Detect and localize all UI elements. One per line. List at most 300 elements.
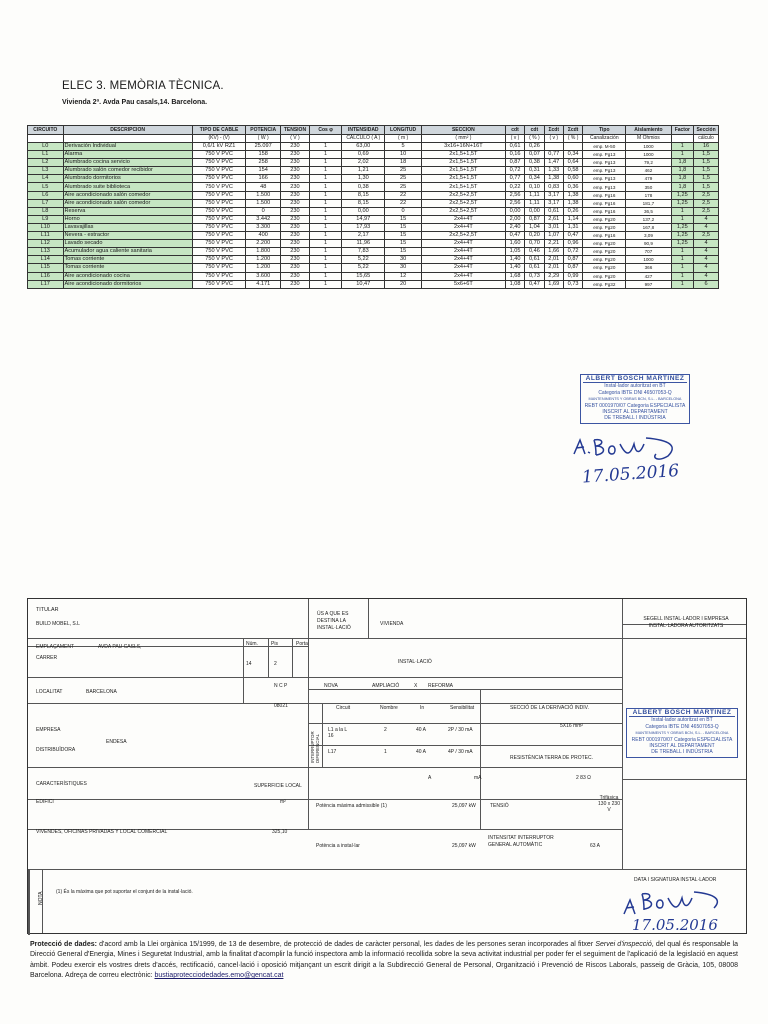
table-cell: 1: [309, 143, 341, 151]
table-cell: Derivación Individual: [63, 143, 192, 151]
table-cell: 0,00: [342, 207, 385, 215]
table-cell: 1,5: [694, 175, 719, 183]
table-cell: Alumbrado salón comedor recibidor: [63, 167, 192, 175]
sup-value: 325,10: [272, 829, 288, 835]
reforma-label: REFORMA: [428, 683, 453, 689]
diff-sens-value: 2P / 30 mA: [448, 727, 473, 733]
column-header: Tipo: [583, 126, 626, 135]
table-cell: 750 V PVC: [192, 280, 246, 288]
table-cell: 2x4+4T: [421, 240, 505, 248]
m2-label: m²: [280, 799, 286, 805]
emplacament-value: AVDA PAU CASLS,: [98, 644, 142, 650]
diff-label: INTERRUPTOR DIFERENCIAL: [310, 731, 320, 763]
table-cell: 1: [309, 240, 341, 248]
table-cell: 1.500: [246, 191, 280, 199]
column-header: LONGITUD: [385, 126, 422, 135]
column-subheader: ( mm² ): [421, 135, 505, 143]
table-cell: L12: [28, 240, 64, 248]
table-cell: emp. Pg20: [583, 272, 626, 280]
table-cell: L13: [28, 248, 64, 256]
column-subheader: Canalización: [583, 135, 626, 143]
table-cell: 0,61: [544, 207, 563, 215]
table-cell: 63,00: [342, 143, 385, 151]
table-cell: 2,01: [544, 256, 563, 264]
column-header: cdt: [525, 126, 544, 135]
table-cell: 1000: [626, 143, 671, 151]
table-cell: 0,34: [525, 175, 544, 183]
table-cell: 1: [309, 151, 341, 159]
table-cell: L17: [28, 280, 64, 288]
table-cell: 1,66: [544, 248, 563, 256]
column-subheader: (KV) - (V): [192, 135, 246, 143]
table-row: [28, 240, 719, 248]
edifici-label: EDIFICI: [36, 799, 54, 805]
table-cell: 1,69: [544, 280, 563, 288]
table-cell: 2x1,5+1,5T: [421, 183, 505, 191]
column-header: TENSION: [280, 126, 309, 135]
resist-value: 2 83 Ω: [576, 775, 591, 781]
table-cell: 350: [626, 183, 671, 191]
pot-inst-label: Potència a instal·lar: [316, 843, 360, 849]
column-subheader: [63, 135, 192, 143]
nota-text: (1) És la màxima que pot suportar el conjunt de la instal·lació.: [56, 889, 193, 895]
diff-in-value: 40 A: [416, 749, 427, 755]
table-cell: 750 V PVC: [192, 223, 246, 231]
stamp-line: REBT 0001970/07 Categoria ESPECIALISTA: [584, 402, 686, 409]
table-cell: L9: [28, 215, 64, 223]
nota-label: NOTA: [38, 891, 44, 905]
table-cell: L3: [28, 167, 64, 175]
table-cell: 2x1,5+1,5T: [421, 151, 505, 159]
table-cell: 12: [385, 272, 422, 280]
table-cell: 0,60: [563, 175, 582, 183]
table-cell: 2x1,5+1,5T: [421, 175, 505, 183]
table-cell: emp. Pg20: [583, 223, 626, 231]
table-cell: 462: [626, 167, 671, 175]
column-subheader: [671, 135, 694, 143]
table-cell: 0,07: [525, 151, 544, 159]
table-cell: emp. Pg20: [583, 256, 626, 264]
table-cell: 0,47: [525, 280, 544, 288]
table-row: [28, 248, 719, 256]
installer-stamp-top: [580, 374, 690, 424]
table-cell: 230: [280, 199, 309, 207]
table-cell: 1,25: [671, 191, 694, 199]
installation-form: [27, 598, 747, 934]
table-cell: 5: [385, 143, 422, 151]
table-cell: emp. Pg13: [583, 175, 626, 183]
table-cell: 79,2: [626, 159, 671, 167]
table-cell: 0,87: [505, 159, 524, 167]
num-label: Núm.: [246, 641, 258, 647]
table-cell: Horno: [63, 215, 192, 223]
document-title: ELEC 3. MEMÒRIA TÈCNICA.: [62, 80, 224, 92]
table-cell: emp. Pg32: [583, 280, 626, 288]
column-header: SECCION: [421, 126, 505, 135]
table-cell: 167,8: [626, 223, 671, 231]
table-cell: 3.442: [246, 215, 280, 223]
ampliacio-label: AMPLIACIÓ: [372, 683, 400, 689]
table-cell: 90,9: [626, 240, 671, 248]
table-cell: 0,38: [525, 159, 544, 167]
table-cell: 18: [385, 159, 422, 167]
table-cell: Acumulador agua caliente sanitaria: [63, 248, 192, 256]
ampliacio-mark: X: [414, 683, 418, 689]
diff-sens-value: 4P / 30 mA: [448, 749, 473, 755]
column-subheader: ( W ): [246, 135, 280, 143]
table-cell: 25: [385, 183, 422, 191]
table-cell: 0,00: [505, 207, 524, 215]
table-cell: 4: [694, 215, 719, 223]
table-cell: 997: [626, 280, 671, 288]
table-cell: 2x4+4T: [421, 223, 505, 231]
table-cell: 2,5: [694, 232, 719, 240]
table-cell: 2x4+4T: [421, 215, 505, 223]
table-cell: 1,5: [694, 159, 719, 167]
table-cell: 2x2,5+2,5T: [421, 207, 505, 215]
num-value: 14: [246, 661, 252, 667]
table-row: [28, 183, 719, 191]
table-row: [28, 280, 719, 288]
table-cell: 2x4+4T: [421, 264, 505, 272]
table-cell: 1: [671, 215, 694, 223]
distrib-value: ENDESA: [106, 739, 127, 745]
table-cell: 2x1,5+1,5T: [421, 159, 505, 167]
table-cell: 400: [246, 232, 280, 240]
table-cell: 1.200: [246, 264, 280, 272]
table-cell: L0: [28, 143, 64, 151]
table-cell: emp. Pg13: [583, 167, 626, 175]
pot-inst-value: 25,097 kW: [452, 843, 476, 849]
table-cell: Alarma: [63, 151, 192, 159]
segell-label: SEGELL INSTAL·LADOR I EMPRESA INSTAL·LADORA AUTORITZATS: [643, 616, 729, 629]
table-cell: L1: [28, 151, 64, 159]
table-cell: 1: [671, 248, 694, 256]
table-cell: 15,65: [342, 272, 385, 280]
table-header-row: [28, 126, 719, 135]
table-cell: 14,97: [342, 215, 385, 223]
table-cell: 6: [694, 280, 719, 288]
stamp-line: Instal·lador autoritzat en BT: [651, 717, 713, 724]
table-cell: 4: [694, 256, 719, 264]
table-cell: 4: [694, 240, 719, 248]
stamp-line: DE TREBALL I INDÚSTRIA: [604, 415, 666, 422]
table-cell: emp. Pg13: [583, 151, 626, 159]
table-cell: 8,15: [342, 199, 385, 207]
installer-signature-top: [560, 428, 690, 498]
table-cell: 4: [694, 223, 719, 231]
table-cell: 166: [246, 175, 280, 183]
ncp-value: 08021: [274, 703, 288, 709]
table-cell: Nevera - estractor: [63, 232, 192, 240]
table-cell: Aire acondicionado salón comedor: [63, 199, 192, 207]
table-cell: 1: [309, 199, 341, 207]
table-cell: 1,38: [563, 199, 582, 207]
pis-value: 2: [274, 661, 277, 667]
table-cell: 1,38: [563, 191, 582, 199]
table-cell: 2,17: [342, 232, 385, 240]
column-subheader: [28, 135, 64, 143]
table-cell: 4: [694, 248, 719, 256]
table-cell: 427: [626, 272, 671, 280]
table-cell: 3,17: [544, 199, 563, 207]
table-cell: 0,20: [525, 232, 544, 240]
table-cell: 10: [385, 151, 422, 159]
table-cell: L14: [28, 256, 64, 264]
installer-signature-bottom: [618, 886, 746, 936]
table-cell: L10: [28, 223, 64, 231]
table-cell: 16: [694, 143, 719, 151]
titular-label: TITULAR: [36, 607, 59, 613]
iga-label: INTENSITAT INTERRUPTOR GENERAL AUTOMÀTIC: [488, 835, 554, 848]
table-cell: 8,15: [342, 191, 385, 199]
table-cell: 0,61: [525, 264, 544, 272]
table-cell: 230: [280, 167, 309, 175]
table-cell: 5,22: [342, 256, 385, 264]
table-cell: 137,2: [626, 215, 671, 223]
legal-text-2: , del qual és responsable la Direcció General d'Energia, Mines i Seguretat Industrial, amb la finalitat d'acomplir la funció inspectora amb la informació recollida sobre la seva activitat industrial per poder fer el seguiment de l'aplicació de la legislació en aquest àmbit. Podeu exercir els vostres drets d'accés, rectificació, cancel·lació i oposició mitjançant un escrit dirigit a la Subdirecció General de Personal, Organització i Prevenció de Riscos Laborals, passeig de Gràcia, 105, 08008 Barcelona. Adreça de correu electrònic:: [30, 941, 738, 980]
table-cell: 25: [385, 167, 422, 175]
table-cell: 0,96: [563, 240, 582, 248]
stamp-line: Categoria IBTE DNI 46507053-Q: [645, 723, 719, 730]
table-cell: 15: [385, 232, 422, 240]
column-header: Factor: [671, 126, 694, 135]
stamp-line: REBT 0001970/07 Categoria ESPECIALISTA: [631, 736, 733, 743]
us-value: VIVIENDA: [380, 621, 404, 627]
localitat-value: BARCELONA: [86, 689, 117, 695]
table-cell: L6: [28, 191, 64, 199]
table-cell: L5: [28, 183, 64, 191]
table-cell: 1: [309, 280, 341, 288]
legal-email-link[interactable]: bustiaprotecciodedades.emo@gencat.cat: [154, 972, 284, 980]
table-cell: 2x4+4T: [421, 256, 505, 264]
table-cell: 479: [626, 175, 671, 183]
table-cell: Lavavajillas: [63, 223, 192, 231]
table-cell: 181,7: [626, 199, 671, 207]
table-cell: Aire acondicionado salón comedor: [63, 191, 192, 199]
table-cell: 1,04: [525, 223, 544, 231]
table-cell: 230: [280, 151, 309, 159]
table-cell: 1,14: [563, 215, 582, 223]
stamp-line: MANTENIMENTS Y OBRAS BCN, S.L. - BARCELONA: [588, 397, 682, 402]
table-cell: 4.171: [246, 280, 280, 288]
table-cell: 0,61: [505, 143, 524, 151]
table-cell: 2x4+4T: [421, 272, 505, 280]
table-cell: 178: [626, 191, 671, 199]
table-cell: 0,61: [525, 256, 544, 264]
table-cell: 1,11: [525, 191, 544, 199]
stamp-line: Instal·lador autoritzat en BT: [604, 383, 666, 390]
table-cell: 1,30: [342, 175, 385, 183]
table-cell: 1,8: [671, 159, 694, 167]
signature-date: 17.05.2016: [581, 460, 680, 488]
table-cell: emp. Pg20: [583, 248, 626, 256]
table-cell: L15: [28, 264, 64, 272]
table-cell: 1.500: [246, 199, 280, 207]
table-cell: 1,38: [544, 175, 563, 183]
legal-text-1: d'acord amb la Llei orgànica 15/1999, de 13 de desembre, de protecció de dades de caràcter personal, les dades de les persones seran incorporades al fitxer: [96, 941, 596, 948]
table-cell: emp. Pg13: [583, 159, 626, 167]
table-cell: 0,87: [563, 264, 582, 272]
column-header: Σcdt: [563, 126, 582, 135]
table-cell: 1,68: [505, 272, 524, 280]
table-cell: 750 V PVC: [192, 183, 246, 191]
column-subheader: ( % ): [563, 135, 582, 143]
vivendes-label: VIVENDES, OFICINAS PRIVADAS Y LOCAL COMERCIAL: [36, 829, 168, 835]
table-cell: 230: [280, 175, 309, 183]
column-header: Sección: [694, 126, 719, 135]
localitat-label: LOCALITAT: [36, 689, 63, 695]
table-cell: 1: [309, 223, 341, 231]
table-cell: 22: [385, 191, 422, 199]
table-cell: 2,02: [342, 159, 385, 167]
table-cell: 0,73: [563, 280, 582, 288]
table-cell: L8: [28, 207, 64, 215]
table-cell: 2.200: [246, 240, 280, 248]
table-cell: 3.600: [246, 272, 280, 280]
table-cell: 5x6+6T: [421, 280, 505, 288]
table-cell: L11: [28, 232, 64, 240]
table-cell: 1: [309, 264, 341, 272]
table-cell: 30: [385, 264, 422, 272]
sens-col-label: Sensibilitat: [450, 705, 475, 711]
table-cell: 154: [246, 167, 280, 175]
table-cell: 0,72: [505, 167, 524, 175]
table-cell: 20: [385, 280, 422, 288]
table-cell: 750 V PVC: [192, 207, 246, 215]
table-cell: Aire acondicionado cocina: [63, 272, 192, 280]
table-row: [28, 143, 719, 151]
circuit-col-label: Circuit: [336, 705, 351, 711]
table-cell: 1: [309, 167, 341, 175]
table-cell: emp. M-50: [583, 143, 626, 151]
table-row: [28, 215, 719, 223]
table-cell: 3x16+16N+16T: [421, 143, 505, 151]
table-cell: 2,29: [544, 272, 563, 280]
table-cell: 230: [280, 256, 309, 264]
table-cell: L2: [28, 159, 64, 167]
pis-label: Pis: [271, 641, 278, 647]
table-cell: 1,8: [671, 175, 694, 183]
table-cell: 4: [694, 264, 719, 272]
stamp-line: INSCRIT AL DEPARTAMENT: [602, 409, 668, 416]
table-cell: 1,60: [505, 240, 524, 248]
iga-value: 63 A: [590, 843, 601, 849]
table-cell: 0,22: [505, 183, 524, 191]
table-cell: 2,00: [505, 215, 524, 223]
table-cell: 1: [671, 264, 694, 272]
column-header: Aislamiento: [626, 126, 671, 135]
table-cell: 0,31: [525, 167, 544, 175]
tensio-value: Trifàsica 130 x 230 V: [598, 795, 620, 813]
table-cell: 2,5: [694, 207, 719, 215]
column-header: CIRCUITO: [28, 126, 64, 135]
table-cell: 1: [309, 191, 341, 199]
table-cell: 0,73: [525, 272, 544, 280]
table-cell: 36,5: [626, 207, 671, 215]
table-cell: 2x2,5+2,5T: [421, 232, 505, 240]
seccio-value: 5X16 mm²: [560, 723, 584, 729]
table-cell: 1,31: [563, 223, 582, 231]
table-cell: 1,25: [671, 199, 694, 207]
distrib-label: DISTRIBUÏDORA: [36, 747, 76, 753]
table-cell: 0,69: [342, 151, 385, 159]
table-cell: 750 V PVC: [192, 232, 246, 240]
table-cell: 1: [309, 207, 341, 215]
ma-label: mA: [474, 775, 482, 781]
table-cell: 0,36: [563, 183, 582, 191]
table-cell: L7: [28, 199, 64, 207]
table-cell: 1,25: [671, 223, 694, 231]
table-cell: 0,77: [505, 175, 524, 183]
nombre-col-label: Nombre: [380, 705, 398, 711]
table-row: [28, 199, 719, 207]
table-cell: 3.300: [246, 223, 280, 231]
table-cell: 0,38: [342, 183, 385, 191]
table-cell: 1,05: [505, 248, 524, 256]
column-subheader: M Ohmios: [626, 135, 671, 143]
data-protection-notice: [30, 940, 738, 982]
table-cell: 2,5: [694, 191, 719, 199]
table-cell: 1,8: [671, 167, 694, 175]
table-cell: 750 V PVC: [192, 191, 246, 199]
tensio-label: TENSIÓ: [490, 803, 509, 809]
table-row: [28, 151, 719, 159]
table-row: [28, 207, 719, 215]
a-label: A: [428, 775, 432, 781]
in-col-label: In: [420, 705, 425, 711]
table-cell: 1: [309, 232, 341, 240]
caract-label: CARACTERÍSTIQUES: [36, 781, 87, 787]
table-cell: [563, 143, 582, 151]
table-cell: 15: [385, 248, 422, 256]
legal-heading: Protecció de dades:: [30, 941, 97, 948]
table-cell: 750 V PVC: [192, 264, 246, 272]
table-cell: 1,40: [505, 256, 524, 264]
table-cell: 2,21: [544, 240, 563, 248]
table-cell: emp. Pg20: [583, 240, 626, 248]
table-cell: 750 V PVC: [192, 175, 246, 183]
table-cell: Alumbrado suite biblioteca: [63, 183, 192, 191]
data-label: DATA I SIGNATURA INSTAL·LADOR: [634, 877, 717, 883]
table-subheader-row: [28, 135, 719, 143]
table-cell: 750 V PVC: [192, 256, 246, 264]
signature-date: 17.05.2016: [632, 916, 718, 934]
table-cell: 230: [280, 183, 309, 191]
titular-value: BUILD MOBEL, S.L: [36, 621, 80, 627]
ncp-label: N C P: [274, 683, 288, 689]
table-cell: 1000: [626, 256, 671, 264]
table-cell: 15: [385, 223, 422, 231]
table-cell: 15: [385, 215, 422, 223]
table-cell: 230: [280, 215, 309, 223]
table-cell: 750 V PVC: [192, 248, 246, 256]
seccio-label: SECCIÓ DE LA DERIVACIÓ INDIV.: [510, 705, 589, 711]
column-header: POTENCIA: [246, 126, 280, 135]
installer-stamp-bottom: [626, 708, 738, 758]
table-cell: 25: [385, 175, 422, 183]
table-cell: 258: [246, 159, 280, 167]
table-cell: 4: [694, 272, 719, 280]
table-cell: emp. Pg20: [583, 264, 626, 272]
stamp-name: ALBERT BOSCH MARTINEZ: [583, 376, 687, 383]
table-cell: 1: [671, 143, 694, 151]
table-row: [28, 223, 719, 231]
table-cell: 1,8: [671, 183, 694, 191]
diff-circuit-value: L1 a la L 16: [328, 727, 347, 739]
table-cell: Lavado secado: [63, 240, 192, 248]
table-cell: 1: [309, 183, 341, 191]
